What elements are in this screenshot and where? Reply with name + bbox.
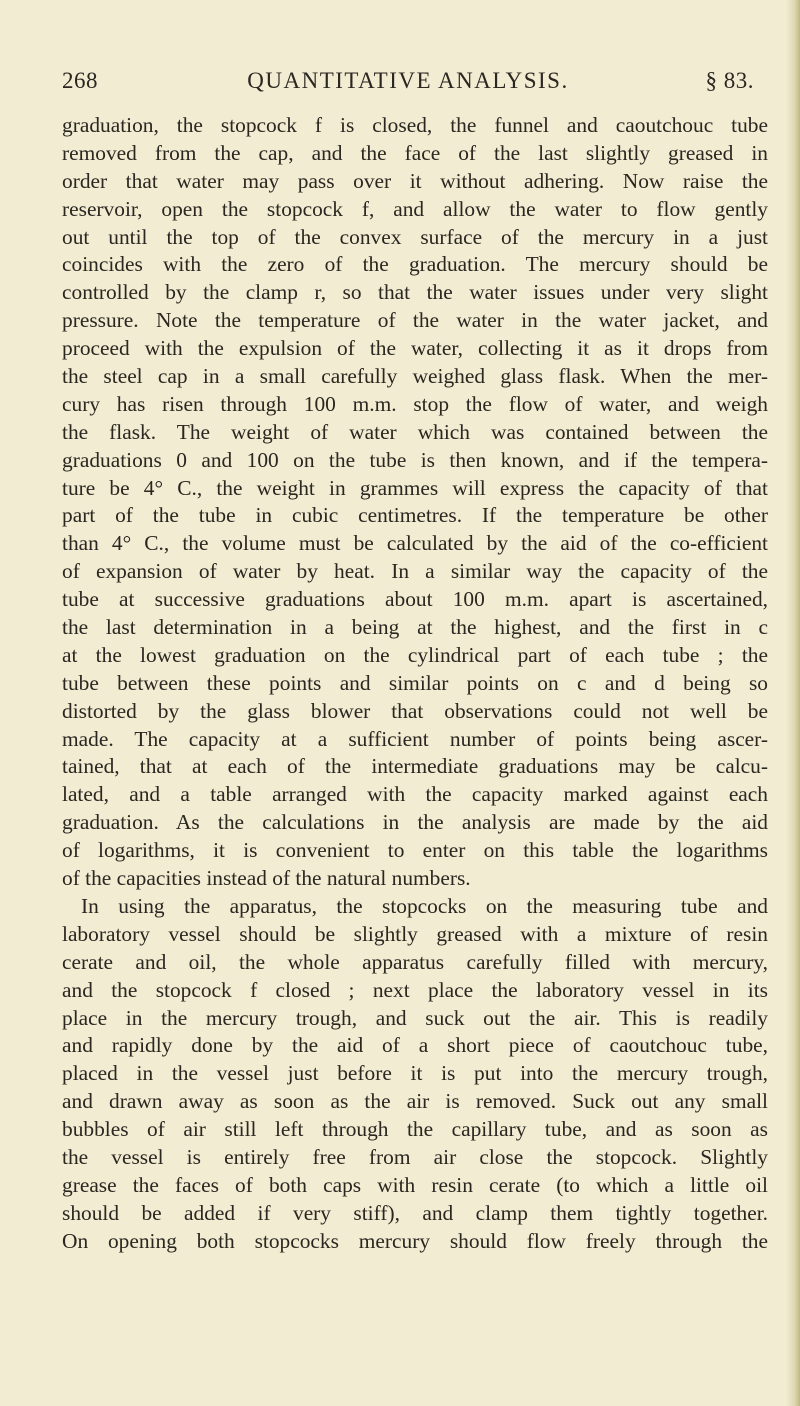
body-text [62,112,768,1256]
page-number: 268 [62,68,98,93]
text-line: grease the faces of both caps with resin cerate (to which a little oil [62,1172,768,1197]
text-line: at the lowest graduation on the cylindrical part of each tube ; the [62,642,768,667]
text-line: cerate and oil, the whole apparatus carefully filled with mercury, [62,949,768,974]
text-line: the steel cap in a small carefully weighed glass flask. When the mer- [62,364,768,389]
running-title: QUANTITATIVE ANALYSIS. [247,68,569,93]
text-line: order that water may pass over it without adhering. Now raise the [62,168,768,193]
text-line: should be added if very stiff), and clamp them tightly together. [62,1200,768,1225]
text-line: of the capacities instead of the natural numbers. [62,866,471,891]
text-line: tained, that at each of the intermediate graduations may be calcu- [62,754,768,779]
text-line: coincides with the zero of the graduation. The mercury should be [62,252,768,277]
text-line: distorted by the glass blower that observations could not well be [62,698,768,723]
text-line: lated, and a table arranged with the capacity marked against each [62,782,768,807]
text-line: and drawn away as soon as the air is removed. Suck out any small [62,1089,768,1114]
text-line: of logarithms, it is convenient to enter on this table the logarithms [62,838,768,863]
text-line: graduations 0 and 100 on the tube is then known, and if the tempera- [62,447,768,472]
text-line: part of the tube in cubic centimetres. If the temperature be other [62,503,768,528]
text-line: ture be 4° C., the weight in grammes will express the capacity of that [62,475,768,500]
text-line: laboratory vessel should be slightly greased with a mixture of resin [62,921,768,946]
text-line: cury has risen through 100 m.m. stop the flow of water, and weigh [62,391,768,416]
text-line: and the stopcock f closed ; next place the laboratory vessel in its [62,977,768,1002]
text-line: On opening both stopcocks mercury should flow freely through the [62,1228,768,1253]
page-header [62,68,754,108]
text-line: and rapidly done by the aid of a short piece of caoutchouc tube, [62,1033,768,1058]
text-line: graduation, the stopcock f is closed, the funnel and caoutchouc tube [62,113,768,137]
text-line: pressure. Note the temperature of the water in the water jacket, and [62,308,768,333]
text-line: the vessel is entirely free from air close the stopcock. Slightly [62,1144,768,1169]
text-line: removed from the cap, and the face of the last slightly greased in [62,140,768,165]
text-line: placed in the vessel just before it is put into the mercury trough, [62,1061,768,1086]
text-line: out until the top of the convex surface of the mercury in a just [62,224,768,249]
text-line: than 4° C., the volume must be calculated by the aid of the co-efficient [62,531,768,556]
text-line: bubbles of air still left through the capillary tube, and as soon as [62,1117,768,1142]
text-line: tube at successive graduations about 100 m.m. apart is ascertained, [62,587,768,612]
page-edge-shadow [786,0,800,1406]
text-line: proceed with the expulsion of the water, collecting it as it drops from [62,336,768,361]
text-line: place in the mercury trough, and suck out the air. This is readily [62,1005,768,1030]
section-number: § 83. [705,68,754,93]
text-line: In using the apparatus, the stopcocks on the measuring tube and [81,893,768,918]
text-line: graduation. As the calculations in the analysis are made by the aid [62,810,768,835]
text-line: controlled by the clamp r, so that the water issues under very slight [62,280,768,305]
text-line: reservoir, open the stopcock f, and allow the water to flow gently [62,196,768,221]
text-line: tube between these points and similar points on c and d being so [62,670,768,695]
text-line: made. The capacity at a sufficient number of points being ascer- [62,726,768,751]
text-line: of expansion of water by heat. In a similar way the capacity of the [62,559,768,584]
text-line: the flask. The weight of water which was contained between the [62,419,768,444]
text-line: the last determination in a being at the highest, and the first in c [62,615,768,640]
